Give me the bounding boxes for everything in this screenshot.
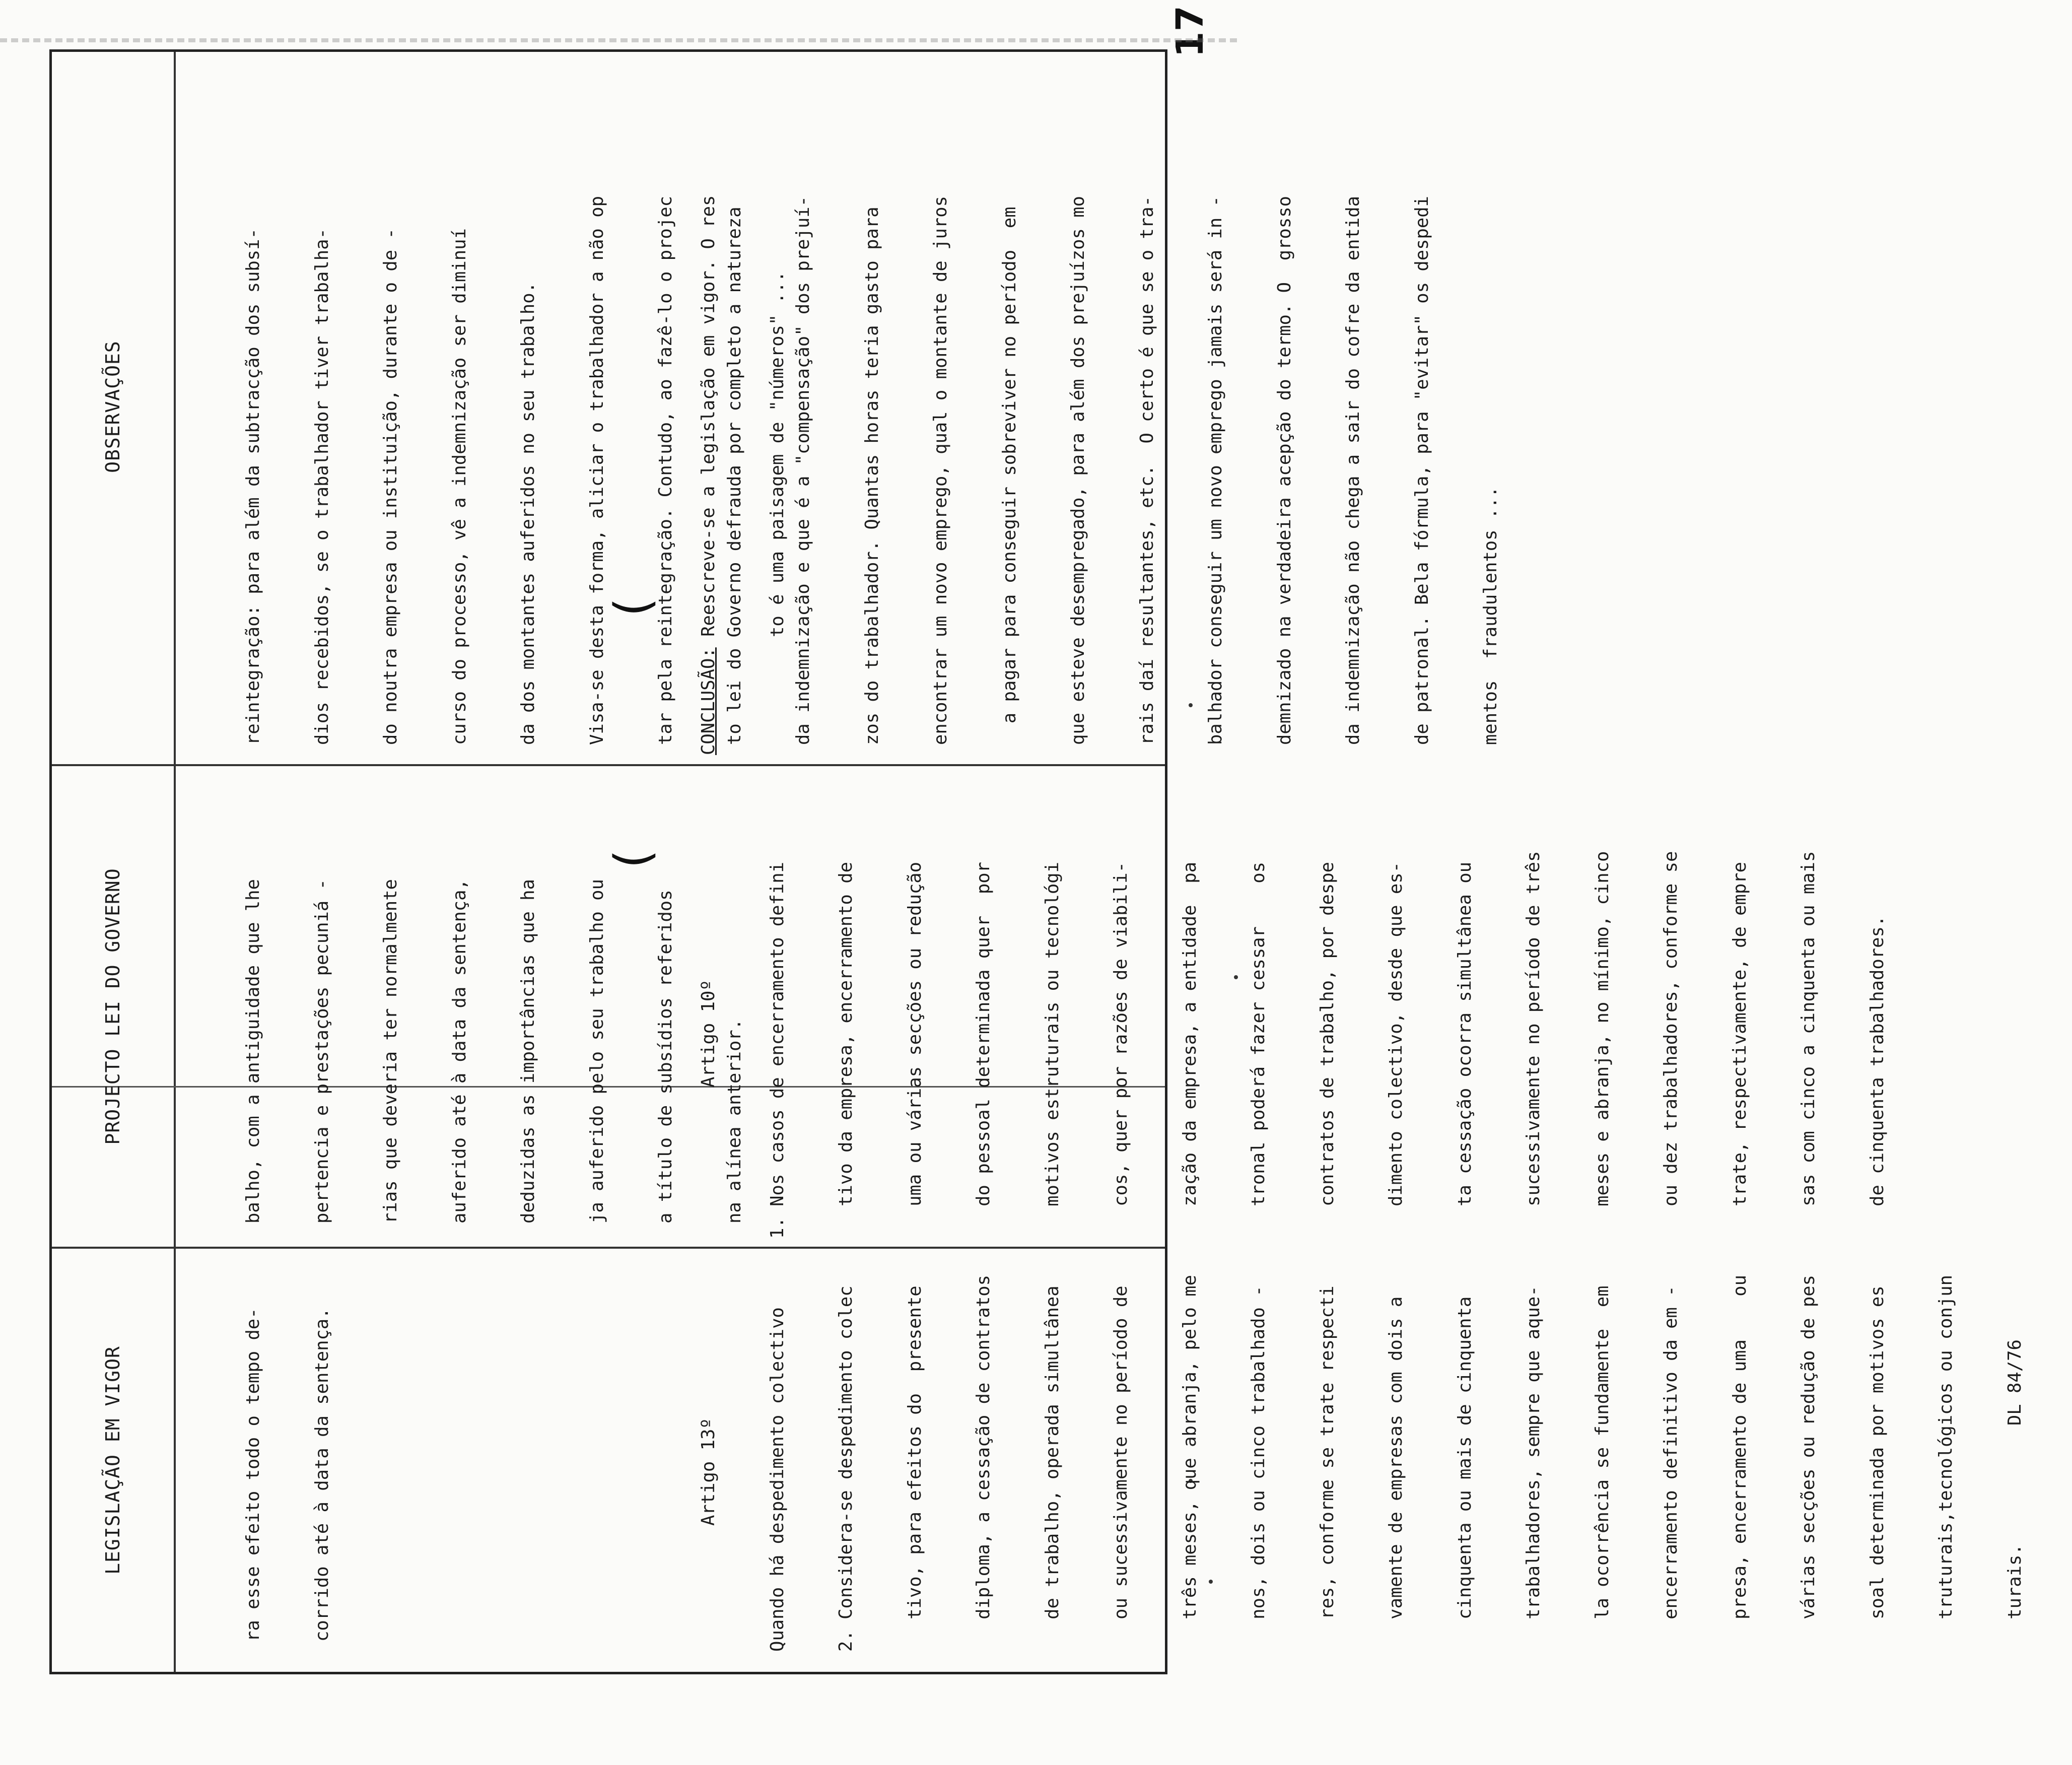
text-line: de cinquenta trabalhadores. <box>1867 915 1888 1239</box>
text-line: encontrar um novo emprego, qual o montante de juros <box>930 195 951 745</box>
text-line: da indemnização não chega a sair do cofre da entida <box>1343 195 1363 745</box>
page-bottom-edge <box>0 38 1241 42</box>
punch-hole-mark-upper: ( <box>604 849 661 868</box>
text-line: rais daí resultantes, etc. O certo é que se o tra- <box>1136 195 1157 745</box>
text-line: várias secções ou redução de pes <box>1798 1274 1819 1652</box>
text-line: na alínea anterior. <box>724 1019 745 1224</box>
text-line: cinquenta ou mais de cinquenta <box>1454 1296 1475 1652</box>
text-line: da dos montantes auferidos no seu trabalho. <box>518 282 538 745</box>
text-line: presa, encerramento de uma ou <box>1729 1274 1750 1652</box>
text-line: balhador conseguir um novo emprego jamais será in - <box>1205 195 1226 745</box>
punch-hole-mark-lower: ( <box>604 597 661 617</box>
conclusion-label: CONCLUSÃO: <box>698 647 719 755</box>
text-line: ta cessação ocorra simultânea ou <box>1454 861 1475 1239</box>
text-line: la ocorrência se fundamente em <box>1592 1285 1613 1652</box>
text-line: trabalhadores, sempre que aque- <box>1523 1285 1544 1652</box>
text-line: 1. Nos casos de encerramento defini <box>767 861 788 1239</box>
row2-legislacao-cell <box>651 1254 2025 1652</box>
text-line: de trabalho, operada simultânea <box>1042 1285 1063 1652</box>
text-line: a pagar para conseguir sobreviver no período em <box>999 207 1020 745</box>
header-projecto-lei: PROJECTO LEI DO GOVERNO <box>102 868 124 1145</box>
text-line: soal determinada por motivos es <box>1867 1285 1888 1652</box>
text-line: tar pela reintegração. Contudo, ao fazê-lo o projec <box>655 195 676 745</box>
article-heading: Artigo 13º <box>698 1418 719 1526</box>
text-line: ja auferido pelo seu trabalho ou <box>586 879 607 1224</box>
text-line: motivos estruturais ou tecnológi <box>1042 861 1063 1239</box>
comparison-table <box>49 49 2025 1674</box>
text-line: pertencia e prestações pecuniá - <box>311 879 332 1224</box>
row2-projecto-cell <box>651 770 1888 1239</box>
column-divider <box>52 764 1165 766</box>
text-line: deduzidas as importâncias que ha <box>518 879 538 1224</box>
text-line: do pessoal determinada quer por <box>973 861 994 1239</box>
header-legislacao: LEGISLAÇÃO EM VIGOR <box>102 1346 124 1575</box>
text-line: dios recebidos, se o trabalhador tiver trabalha- <box>311 228 332 745</box>
text-line: turais. DL 84/76 <box>2004 1339 2025 1652</box>
text-line: trate, respectivamente, de empre <box>1729 861 1750 1239</box>
text-line: meses e abranja, no mínimo, cinco <box>1592 851 1613 1239</box>
text-line: contratos de trabalho, por despe <box>1317 861 1338 1239</box>
text-line: reintegração: para além da subtracção dos subsí- <box>243 228 263 745</box>
text-line: res, conforme se trate respecti <box>1317 1285 1338 1652</box>
text-line: três meses, que abranja, pelo me <box>1179 1274 1200 1652</box>
text-line: balho, com a antiguidade que lhe <box>243 879 263 1224</box>
text-line: demnizado na verdadeira acepção do termo. O grosso <box>1274 195 1295 745</box>
conclusion-line <box>697 52 720 755</box>
text-line: Reescreve-se a legislação em vigor. O res <box>698 195 719 648</box>
text-line: nos, dois ou cinco trabalhado - <box>1248 1285 1269 1652</box>
text-line: 2. Considera-se despedimento colec <box>836 1285 856 1652</box>
text-line: auferido até à data da sentença, <box>449 879 470 1224</box>
text-line: vamente de empresas com dois a <box>1386 1296 1406 1652</box>
text-line: de patronal. Bela fórmula, para "evitar" os despedi <box>1411 195 1432 745</box>
article-subheading: Quando há despedimento colectivo <box>767 1307 788 1652</box>
article-heading: Artigo 10º <box>698 980 719 1088</box>
text-line: corrido até à data da sentença. <box>311 1308 332 1642</box>
row2-observacoes-cell <box>651 52 802 755</box>
text-line: do noutra empresa ou instituição, durante o de - <box>380 228 401 745</box>
text-line: Visa-se desta forma, aliciar o trabalhador a não op <box>586 195 607 745</box>
text-line: tronal poderá fazer cessar os <box>1248 861 1269 1239</box>
text-line: to é uma paisagem de "números" ... <box>767 271 788 637</box>
text-line: ra esse efeito todo o tempo de- <box>243 1308 263 1642</box>
header-observacoes: OBSERVAÇÕES <box>102 341 124 473</box>
text-line: diploma, a cessação de contratos <box>973 1274 994 1652</box>
header-divider <box>174 52 176 1672</box>
row1-legislacao-cell <box>196 1259 629 1642</box>
text-line: ou dez trabalhadores, conforme se <box>1661 851 1681 1239</box>
text-line: rias que deveria ter normalmente <box>380 879 401 1224</box>
column-divider <box>52 1247 1165 1249</box>
text-line: to lei do Governo defrauda por completo a natureza <box>724 207 745 745</box>
text-line: a título de subsídios referidos <box>655 890 676 1224</box>
text-line: cos, quer por razões de viabili- <box>1111 861 1131 1239</box>
text-line: curso do processo, vê a indemnização ser diminuí <box>449 228 470 745</box>
text-line: uma ou várias secções ou redução <box>904 861 925 1239</box>
text-line: sucessivamente no período de três <box>1523 851 1544 1239</box>
text-line: zação da empresa, a entidade pa <box>1179 861 1200 1239</box>
page-number: 17 <box>1168 6 1212 57</box>
text-line: da indemnização e que é a "compensação" dos prejuí- <box>793 195 813 745</box>
text-line: ou sucessivamente no período de <box>1111 1285 1131 1652</box>
text-line: tivo, para efeitos do presente <box>904 1285 925 1652</box>
text-line: zos do trabalhador. Quantas horas teria gasto para <box>861 207 882 745</box>
text-line: que esteve desempregado, para além dos prejuízos mo <box>1068 195 1088 745</box>
text-line: mentos fraudulentos ... <box>1480 487 1501 745</box>
text-line: encerramento definitivo da em - <box>1661 1285 1681 1652</box>
text-line: tivo da empresa, encerramento de <box>836 861 856 1239</box>
text-line: sas com cinco a cinquenta ou mais <box>1798 851 1819 1239</box>
text-line: dimento colectivo, desde que es- <box>1386 861 1406 1239</box>
text-line: truturais,tecnológicos ou conjun <box>1936 1274 1956 1652</box>
